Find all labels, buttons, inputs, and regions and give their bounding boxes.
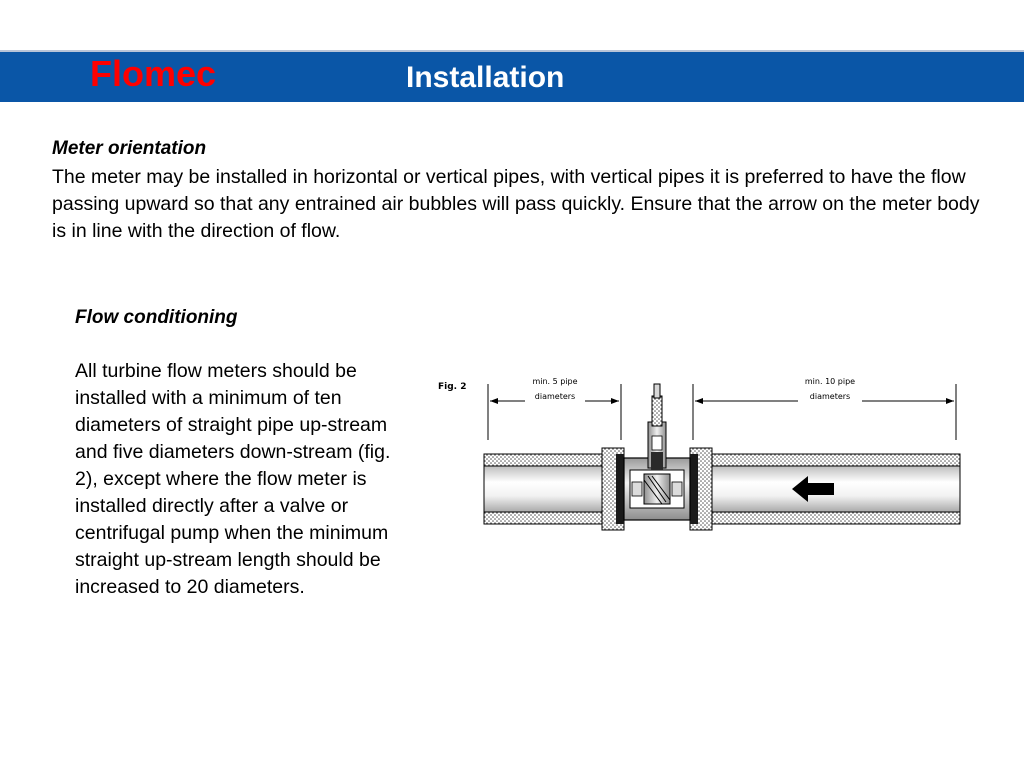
pipe-downstream: [484, 454, 622, 524]
section-body-flow-conditioning: All turbine flow meters should be installed with a minimum of ten diameters of straight pipe up-stream and five diameters down-stream (fig. 2), except where the flow meter is installed directly after a valve or centrifugal pump when the minimum straight up-stream length should be increased to 20 diameters.: [75, 360, 391, 598]
flange-left: [602, 448, 624, 530]
dim-label-downstream-line2: diameters: [534, 392, 576, 401]
section-heading-meter-orientation: Meter orientation: [52, 138, 207, 159]
section-heading-flow-conditioning: Flow conditioning: [75, 307, 238, 328]
dim-label-upstream-line2: diameters: [809, 392, 851, 401]
pickup-coil-stem: [648, 384, 666, 470]
page-title: Installation: [406, 61, 565, 94]
section-body-meter-orientation: The meter may be installed in horizontal or vertical pipes, with vertical pipes it is preferred to have the flow passing upward so that any entrained air bubbles will pass quickly. Ensure that the arrow on the meter body is in line with the direction of flow.: [52, 166, 980, 242]
figure-label: Fig. 2: [438, 382, 467, 392]
brand-logo-text: Flomec: [90, 53, 217, 94]
flow-meter-installation-diagram: [430, 370, 970, 545]
dim-label-downstream-line1: min. 5 pipe: [532, 377, 578, 386]
flange-right: [690, 448, 712, 530]
dim-label-upstream-line1: min. 10 pipe: [804, 377, 856, 386]
